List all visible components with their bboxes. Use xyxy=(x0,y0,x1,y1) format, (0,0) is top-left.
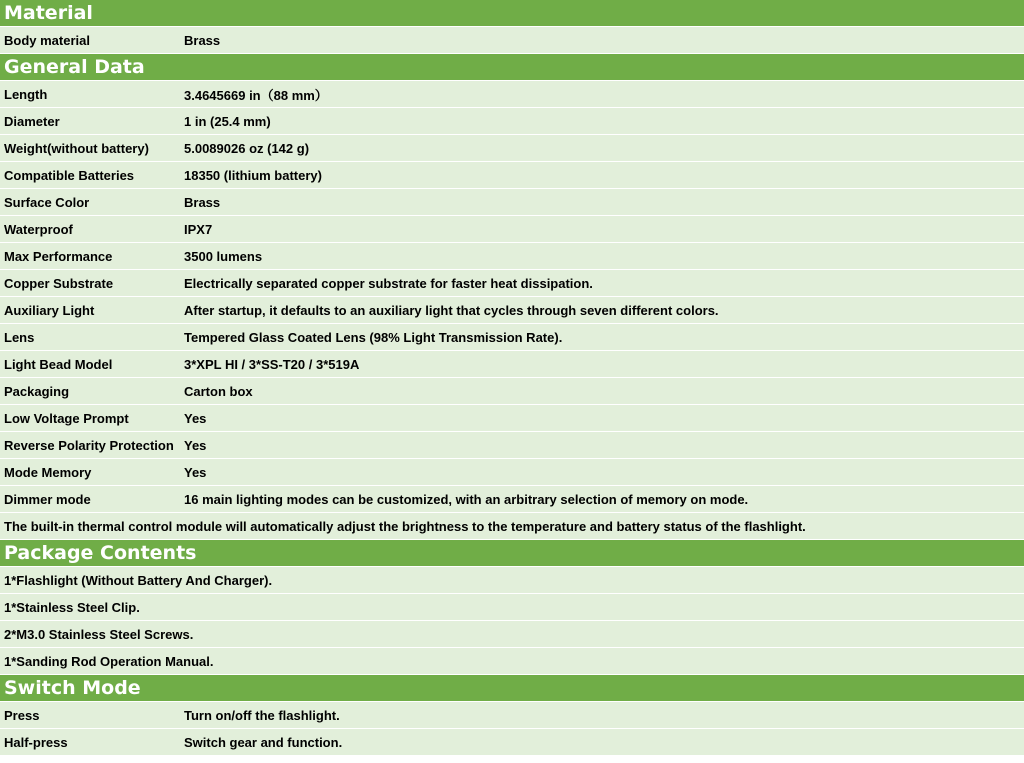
spec-row xyxy=(0,432,1024,459)
spec-label: Surface Color xyxy=(4,194,90,210)
spec-row-text: 1*Flashlight (Without Battery And Charger). xyxy=(4,572,273,588)
spec-row xyxy=(0,513,1024,540)
spec-value: 16 main lighting modes can be customized, with an arbitrary selection of memory on mode. xyxy=(184,491,749,507)
spec-value: Carton box xyxy=(184,383,253,399)
spec-row-text: The built-in thermal control module will automatically adjust the brightness to the temperature and battery status of the flashlight. xyxy=(4,518,806,534)
spec-label: Copper Substrate xyxy=(4,275,114,291)
spec-label: Length xyxy=(4,86,48,102)
spec-row xyxy=(0,162,1024,189)
spec-value: 3500 lumens xyxy=(184,248,263,264)
spec-row xyxy=(0,297,1024,324)
spec-value: Electrically separated copper substrate for faster heat dissipation. xyxy=(184,275,593,291)
spec-label: Lens xyxy=(4,329,35,345)
spec-row xyxy=(0,702,1024,729)
section-header: Material xyxy=(0,0,1024,27)
spec-label: Auxiliary Light xyxy=(4,302,95,318)
spec-label: Body material xyxy=(4,32,90,48)
spec-row xyxy=(0,27,1024,54)
section-header: Switch Mode xyxy=(0,675,1024,702)
spec-row xyxy=(0,135,1024,162)
spec-row xyxy=(0,81,1024,108)
spec-row xyxy=(0,189,1024,216)
spec-row xyxy=(0,324,1024,351)
spec-label: Press xyxy=(4,707,40,723)
spec-row xyxy=(0,621,1024,648)
spec-label: Packaging xyxy=(4,383,70,399)
spec-label: Waterproof xyxy=(4,221,73,237)
spec-row xyxy=(0,486,1024,513)
spec-row xyxy=(0,270,1024,297)
spec-row xyxy=(0,405,1024,432)
spec-label: Compatible Batteries xyxy=(4,167,135,183)
spec-row xyxy=(0,729,1024,756)
spec-label: Diameter xyxy=(4,113,60,129)
spec-label: Half-press xyxy=(4,734,68,750)
spec-row xyxy=(0,216,1024,243)
spec-row xyxy=(0,459,1024,486)
section-header: Package Contents xyxy=(0,540,1024,567)
spec-label: Dimmer mode xyxy=(4,491,91,507)
spec-value: After startup, it defaults to an auxiliary light that cycles through seven different colors. xyxy=(184,302,719,318)
spec-label: Max Performance xyxy=(4,248,113,264)
spec-row xyxy=(0,378,1024,405)
spec-value: Yes xyxy=(184,464,207,480)
spec-value: Turn on/off the flashlight. xyxy=(184,707,340,723)
spec-label: Reverse Polarity Protection xyxy=(4,437,174,453)
spec-row-text: 2*M3.0 Stainless Steel Screws. xyxy=(4,626,194,642)
spec-label: Low Voltage Prompt xyxy=(4,410,129,426)
spec-row xyxy=(0,108,1024,135)
section-header: General Data xyxy=(0,54,1024,81)
spec-row xyxy=(0,648,1024,675)
spec-value: 3.4645669 in（88 mm） xyxy=(184,87,328,103)
spec-label: Weight(without battery) xyxy=(4,140,149,156)
spec-value: Switch gear and function. xyxy=(184,734,343,750)
spec-row-text: 1*Stainless Steel Clip. xyxy=(4,599,140,615)
spec-row-text: 1*Sanding Rod Operation Manual. xyxy=(4,653,214,669)
spec-label: Mode Memory xyxy=(4,464,92,480)
spec-value: 5.0089026 oz (142 g) xyxy=(184,140,310,156)
spec-value: Brass xyxy=(184,32,221,48)
spec-row xyxy=(0,594,1024,621)
spec-value: 3*XPL HI / 3*SS-T20 / 3*519A xyxy=(184,356,360,372)
spec-value: 18350 (lithium battery) xyxy=(184,167,322,183)
spec-value: 1 in (25.4 mm) xyxy=(184,113,271,129)
spec-value: Yes xyxy=(184,437,207,453)
spec-value: Tempered Glass Coated Lens (98% Light Transmission Rate). xyxy=(184,329,563,345)
spec-value: IPX7 xyxy=(184,221,213,237)
spec-value: Brass xyxy=(184,194,221,210)
spec-row xyxy=(0,243,1024,270)
spec-row xyxy=(0,567,1024,594)
spec-row xyxy=(0,351,1024,378)
spec-label: Light Bead Model xyxy=(4,356,113,372)
spec-value: Yes xyxy=(184,410,207,426)
